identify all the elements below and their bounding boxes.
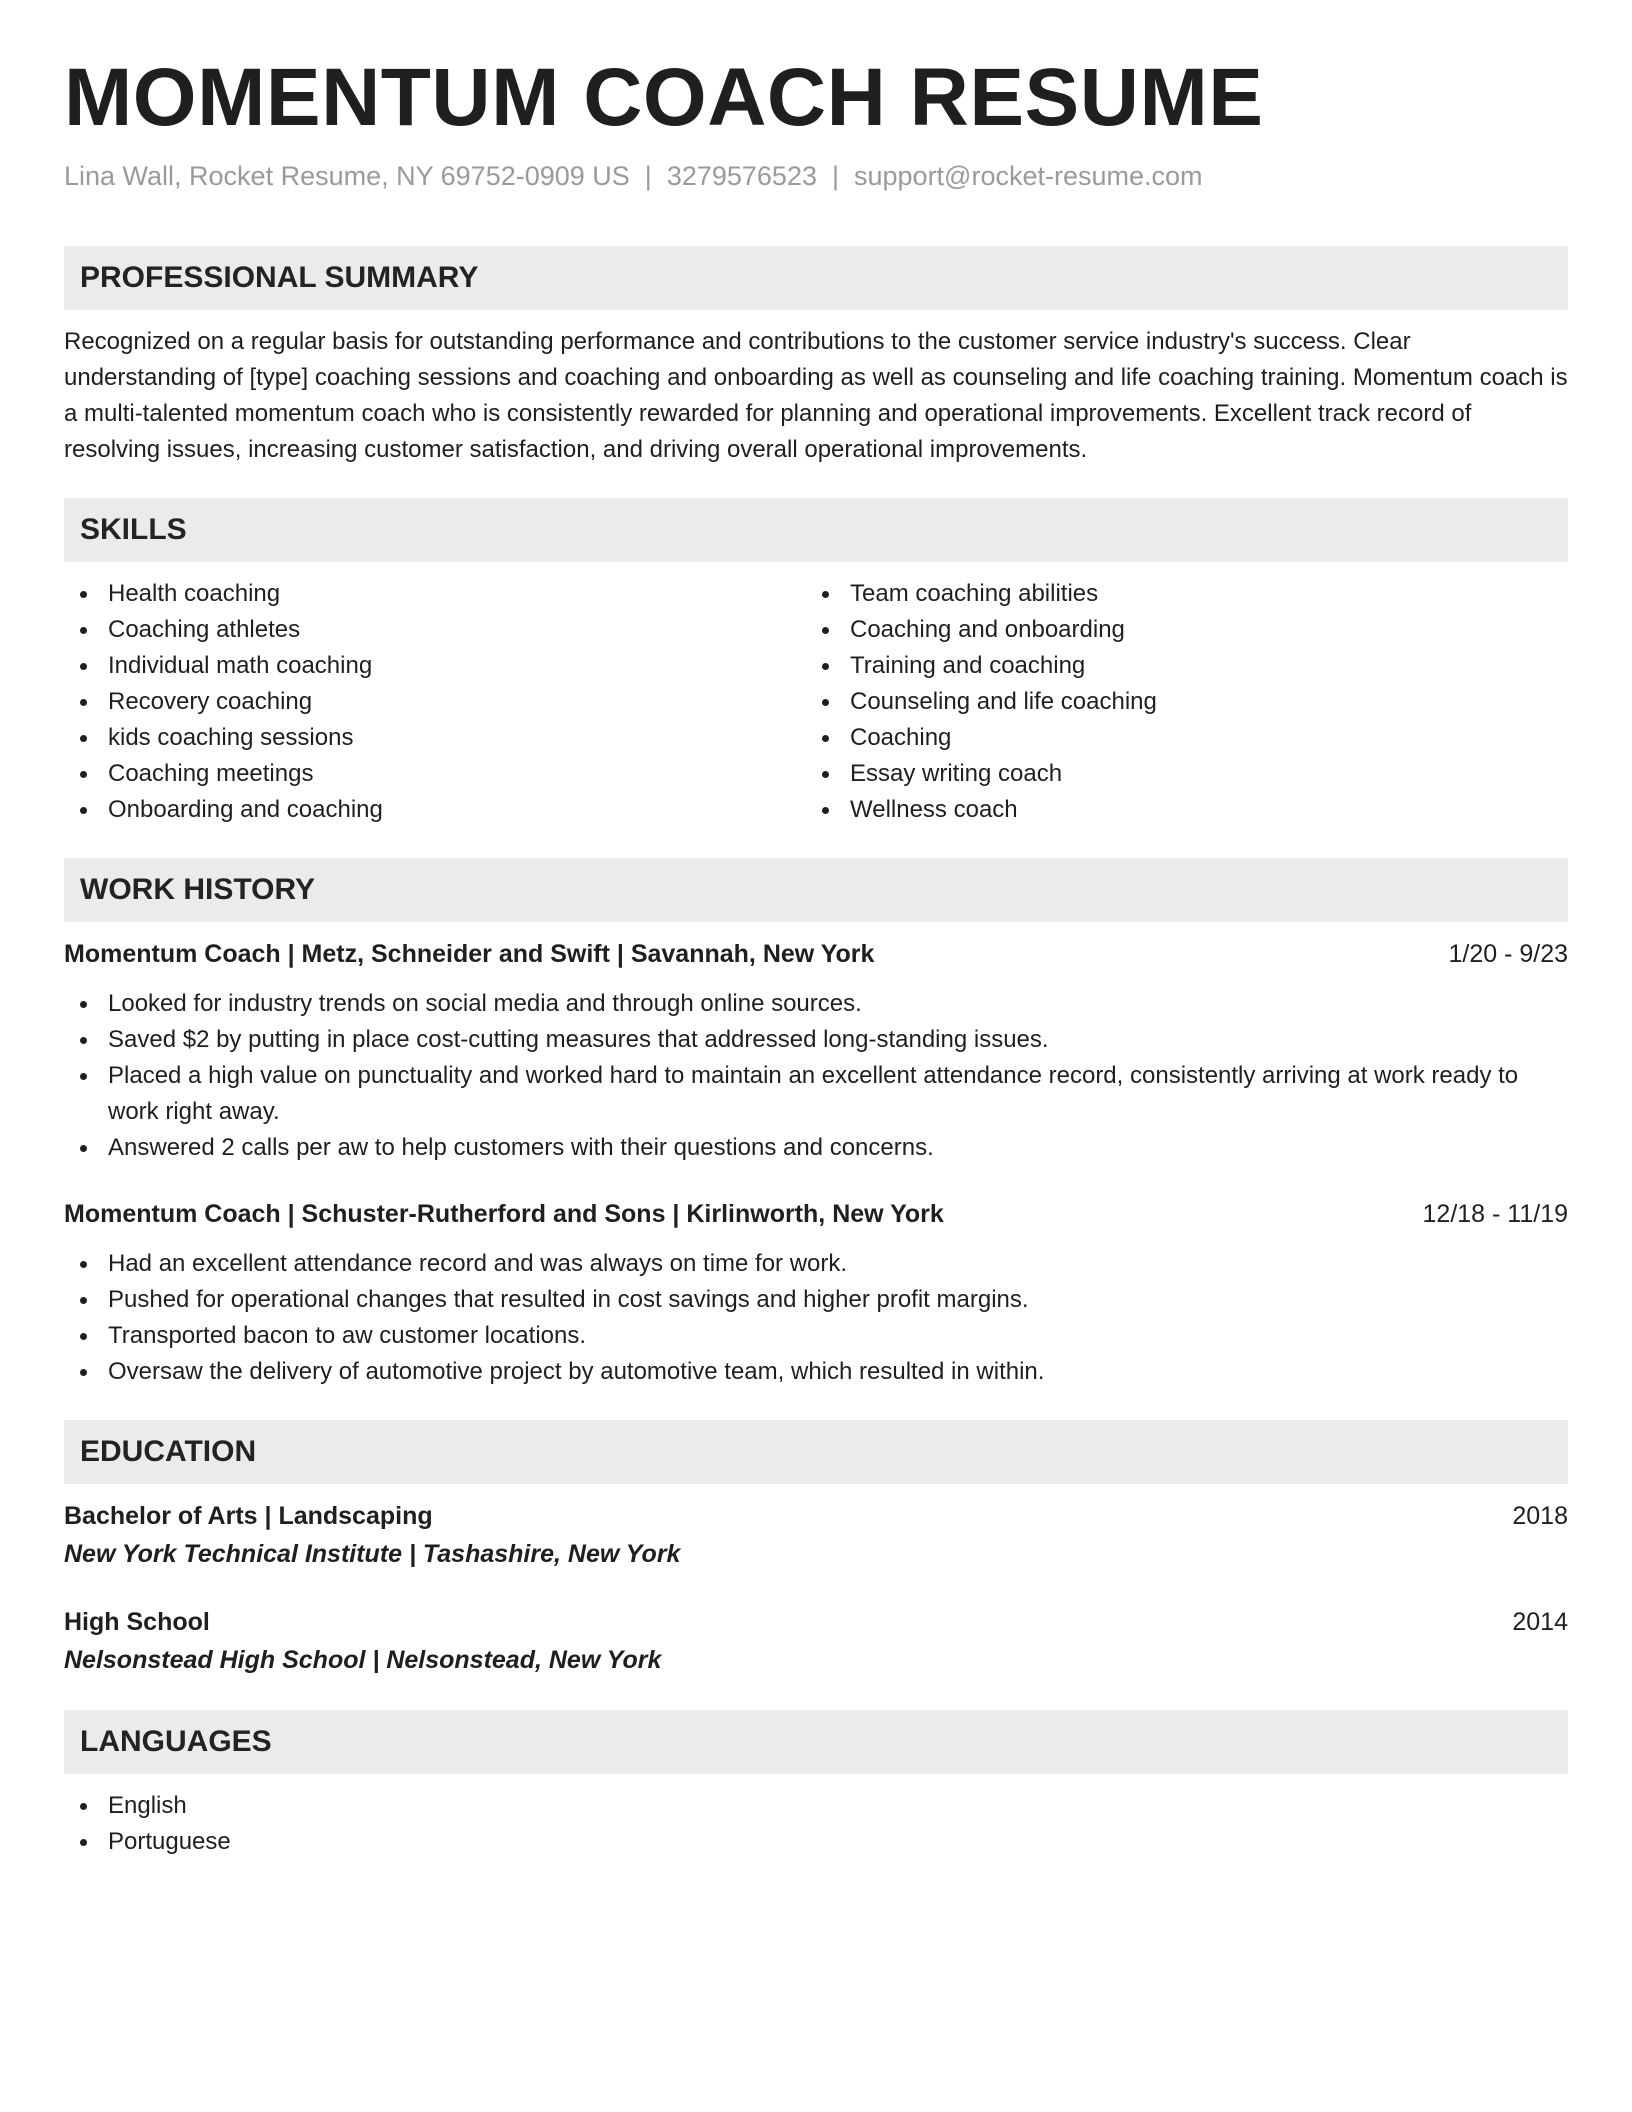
languages-heading: LANGUAGES	[64, 1710, 1568, 1774]
job-bullet: Had an excellent attendance record and was always on time for work.	[64, 1246, 1568, 1282]
education-year: 2014	[1512, 1608, 1568, 1636]
skill-item: Health coaching	[64, 576, 806, 612]
job-bullet: Transported bacon to aw customer locations.	[64, 1318, 1568, 1354]
skill-item: Coaching and onboarding	[806, 612, 1548, 648]
job-bullet: Looked for industry trends on social media and through online sources.	[64, 986, 1568, 1022]
skills-right-list	[806, 576, 1548, 828]
summary-text: Recognized on a regular basis for outstanding performance and contributions to the customer service industry's success. Clear understanding of [type] coaching sessions and coaching and onboarding as well as counseling and life coaching training. Momentum coach is a multi-talented momentum coach who is consistently rewarded for planning and operational improvements. Excellent track record of resolving issues, increasing customer satisfaction, and driving overall operational improvements.	[64, 328, 1568, 463]
skills-left-list	[64, 576, 806, 828]
contact-email: support@rocket-resume.com	[854, 161, 1203, 191]
summary-section	[64, 246, 1568, 468]
education-year: 2018	[1512, 1502, 1568, 1530]
language-item: Portuguese	[64, 1824, 1568, 1860]
contact-phone: 3279576523	[666, 161, 817, 191]
skill-item: Essay writing coach	[806, 756, 1548, 792]
language-item: English	[64, 1788, 1568, 1824]
job-bullet: Oversaw the delivery of automotive project by automotive team, which resulted in within.	[64, 1354, 1568, 1390]
skill-item: Coaching	[806, 720, 1548, 756]
skill-item: Coaching meetings	[64, 756, 806, 792]
education-entry	[64, 1498, 1568, 1574]
job-bullet-list	[64, 1246, 1568, 1390]
job-bullet: Saved $2 by putting in place cost-cutting measures that addressed long-standing issues.	[64, 1022, 1568, 1058]
skill-item: kids coaching sessions	[64, 720, 806, 756]
skill-item: Coaching athletes	[64, 612, 806, 648]
education-header	[64, 1604, 1568, 1640]
job-header	[64, 936, 1568, 972]
job-title: Momentum Coach | Schuster-Rutherford and Sons | Kirlinworth, New York	[64, 1200, 944, 1228]
languages-section	[64, 1710, 1568, 1860]
skill-item: Counseling and life coaching	[806, 684, 1548, 720]
work-section	[64, 858, 1568, 1390]
skill-item: Recovery coaching	[64, 684, 806, 720]
job-bullet: Pushed for operational changes that resulted in cost savings and higher profit margins.	[64, 1282, 1568, 1318]
education-degree: Bachelor of Arts | Landscaping	[64, 1502, 433, 1530]
contact-line	[64, 156, 1568, 196]
skills-heading: SKILLS	[64, 498, 1568, 562]
education-school: Nelsonstead High School | Nelsonstead, New York	[64, 1646, 662, 1674]
education-school: New York Technical Institute | Tashashire, New York	[64, 1540, 681, 1568]
resume-page	[64, 0, 1568, 1860]
contact-separator: |	[831, 161, 839, 191]
skill-item: Wellness coach	[806, 792, 1548, 828]
job-entry	[64, 1196, 1568, 1390]
summary-heading: PROFESSIONAL SUMMARY	[64, 246, 1568, 310]
job-bullet: Answered 2 calls per aw to help customers with their questions and concerns.	[64, 1130, 1568, 1166]
skill-item: Training and coaching	[806, 648, 1548, 684]
skill-item: Individual math coaching	[64, 648, 806, 684]
skill-item: Onboarding and coaching	[64, 792, 806, 828]
contact-separator: |	[644, 161, 652, 191]
contact-address: Lina Wall, Rocket Resume, NY 69752-0909 US	[64, 161, 630, 191]
resume-title: MOMENTUM COACH RESUME	[64, 52, 1264, 143]
job-bullet: Placed a high value on punctuality and worked hard to maintain an excellent attendance record, consistently arriving at work ready to work right away.	[64, 1058, 1568, 1130]
skill-item: Team coaching abilities	[806, 576, 1548, 612]
education-section	[64, 1420, 1568, 1680]
job-title: Momentum Coach | Metz, Schneider and Swift | Savannah, New York	[64, 940, 875, 968]
education-heading: EDUCATION	[64, 1420, 1568, 1484]
job-entry	[64, 936, 1568, 1166]
job-bullet-list	[64, 986, 1568, 1166]
job-dates: 12/18 - 11/19	[1422, 1200, 1568, 1228]
job-dates: 1/20 - 9/23	[1448, 940, 1568, 968]
skills-columns	[64, 576, 1568, 828]
work-heading: WORK HISTORY	[64, 858, 1568, 922]
skills-section	[64, 498, 1568, 828]
languages-list	[64, 1788, 1568, 1860]
education-entry	[64, 1604, 1568, 1680]
education-degree: High School	[64, 1608, 210, 1636]
education-header	[64, 1498, 1568, 1534]
job-header	[64, 1196, 1568, 1232]
